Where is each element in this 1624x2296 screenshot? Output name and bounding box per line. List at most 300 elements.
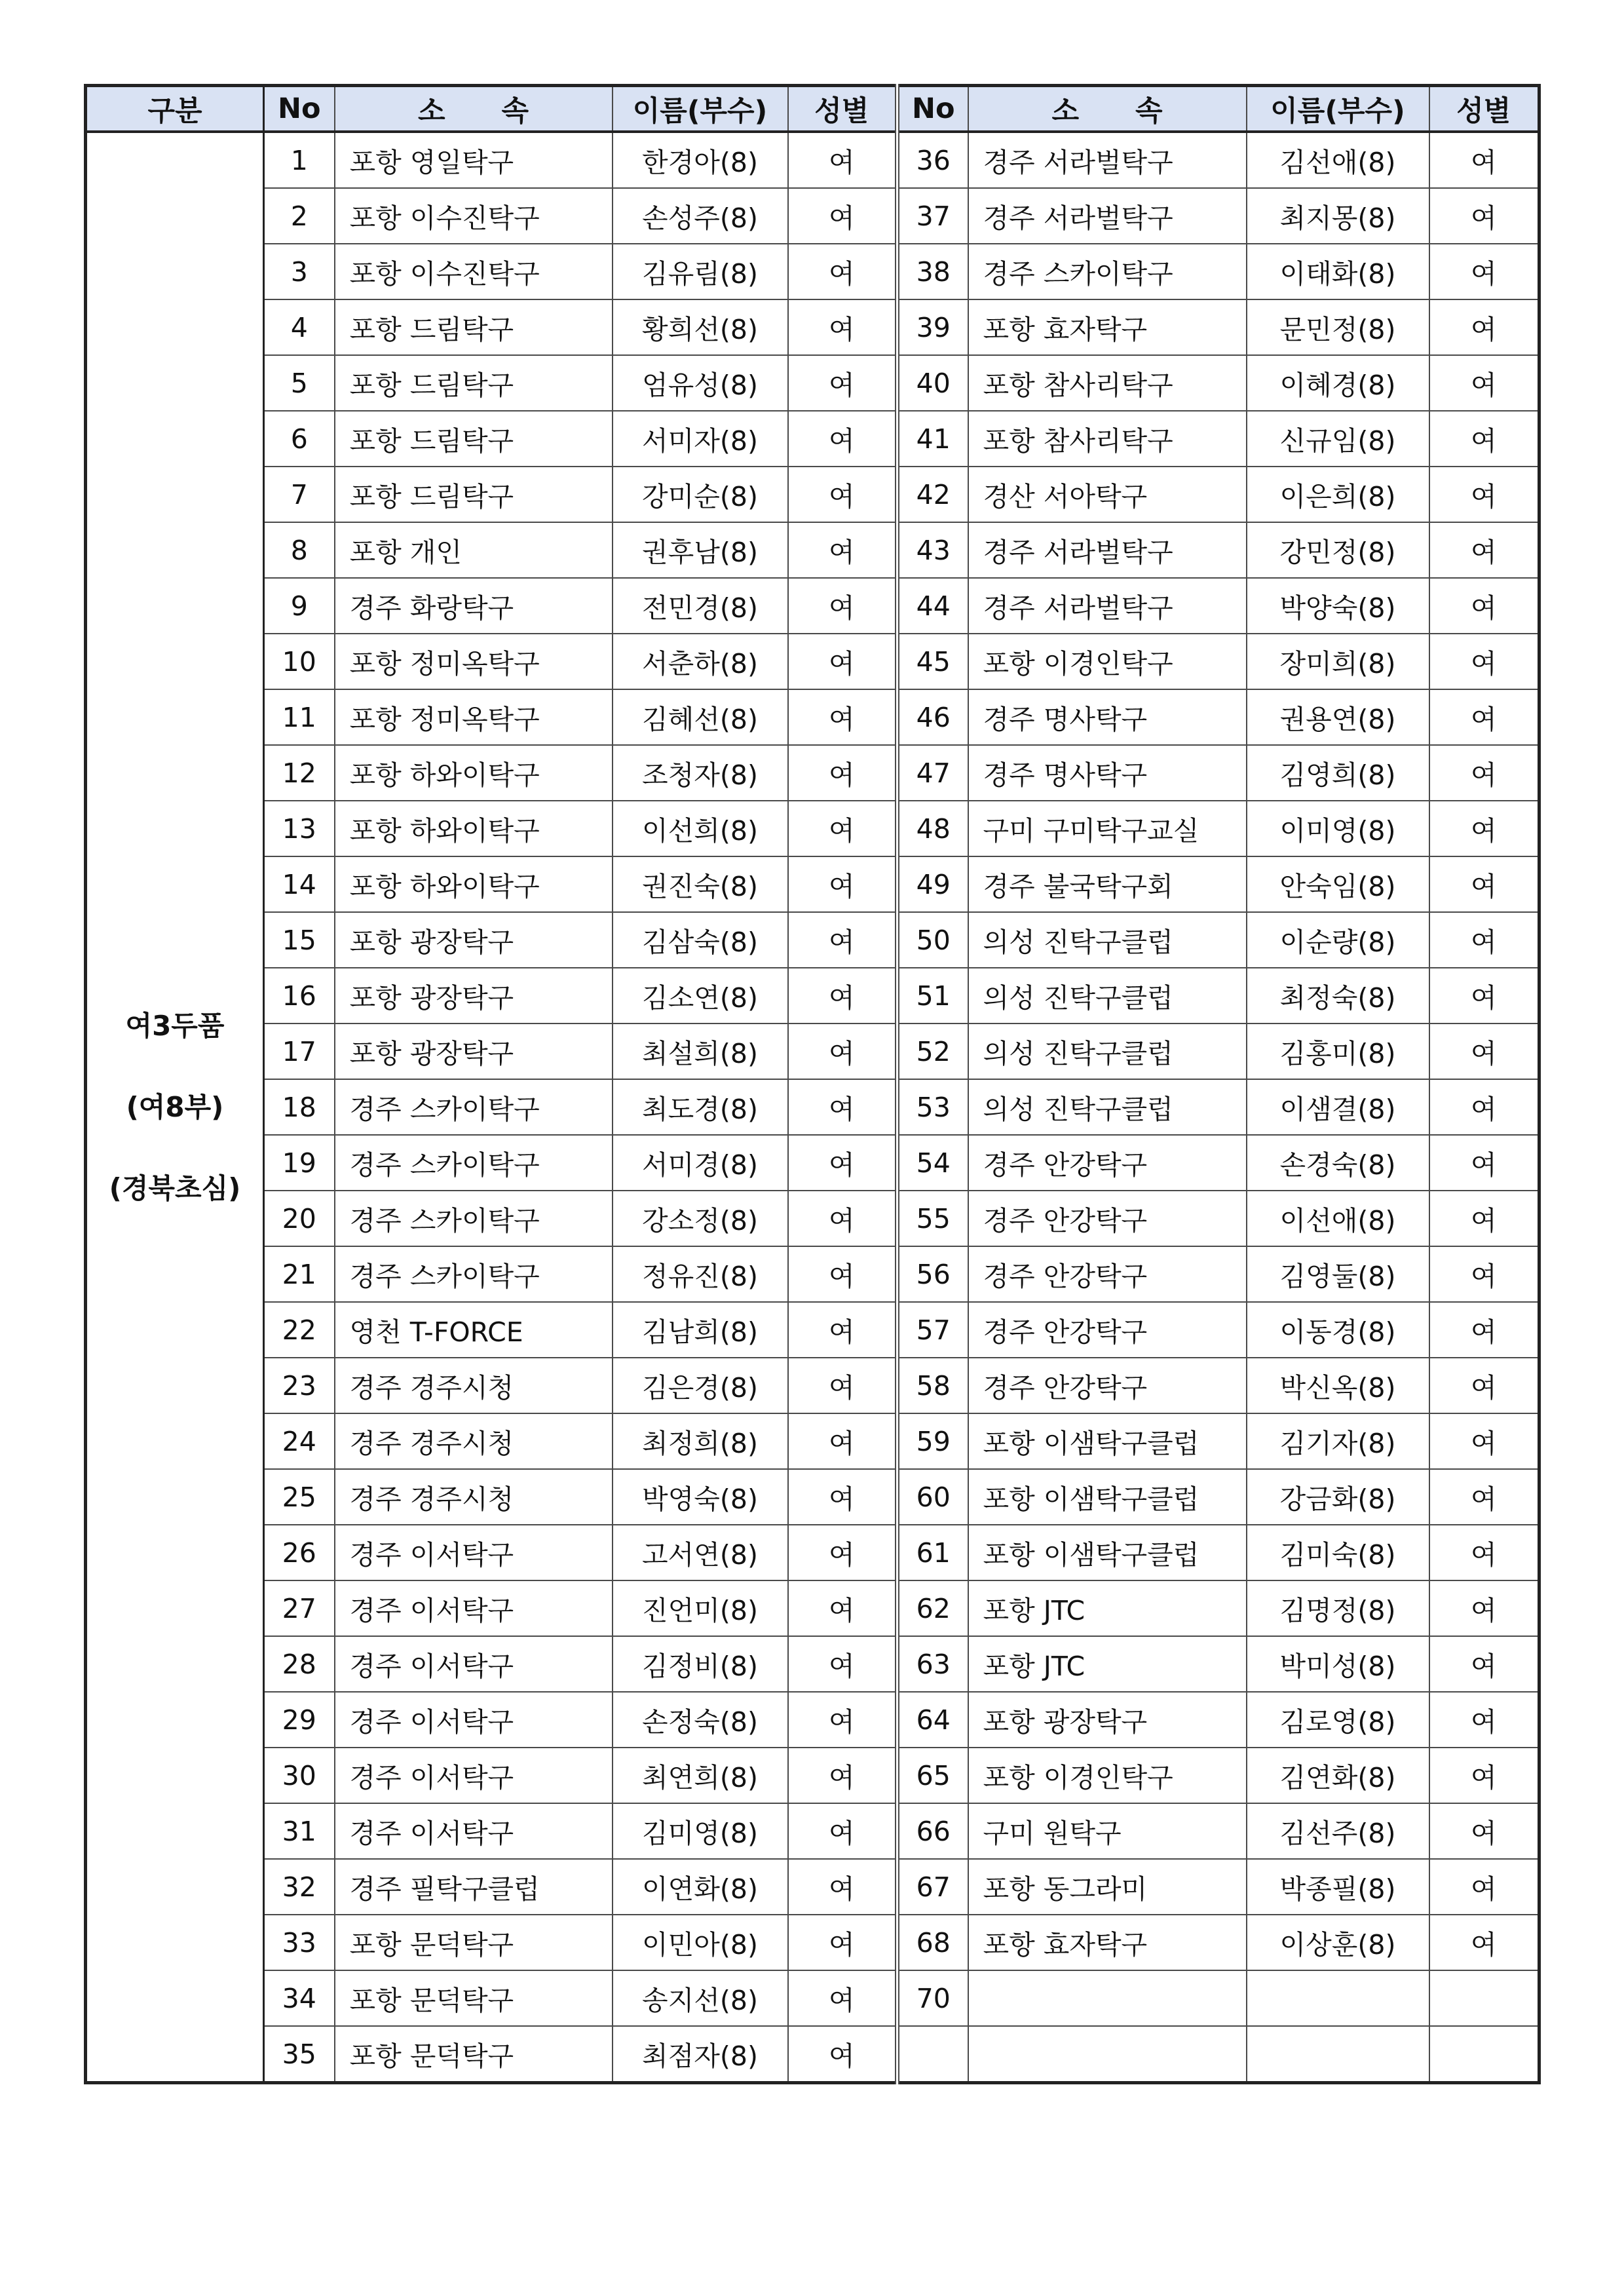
- table-row: [86, 1246, 1539, 1302]
- entry-no: 62: [897, 1580, 968, 1636]
- entry-affiliation: 경주 안강탁구: [968, 1246, 1247, 1302]
- entry-name: 김영둘(8): [1247, 1246, 1429, 1302]
- header-affiliation-left: 소 속: [335, 86, 613, 132]
- entry-no: 29: [264, 1692, 335, 1748]
- table-body: [86, 132, 1539, 2083]
- table-row: [86, 801, 1539, 856]
- entry-name: 김혜선(8): [613, 689, 788, 745]
- entry-name: 김미영(8): [613, 1803, 788, 1859]
- entry-affiliation: 포항 광장탁구: [968, 1692, 1247, 1748]
- header-name-left: 이름(부수): [613, 86, 788, 132]
- entry-no: 20: [264, 1191, 335, 1246]
- entry-no: 54: [897, 1135, 968, 1191]
- entry-name: 서미자(8): [613, 411, 788, 467]
- entry-affiliation: 의성 진탁구클럽: [968, 912, 1247, 968]
- header-no-left: No: [264, 86, 335, 132]
- entry-name: 김선주(8): [1247, 1803, 1429, 1859]
- entry-name: 강금화(8): [1247, 1469, 1429, 1525]
- entry-affiliation: 포항 하와이탁구: [335, 801, 613, 856]
- entry-gender: 여: [1429, 968, 1539, 1024]
- entry-affiliation: 포항 정미옥탁구: [335, 689, 613, 745]
- entry-name: 강민정(8): [1247, 522, 1429, 578]
- entry-gender: 여: [788, 1803, 897, 1859]
- table-row: [86, 522, 1539, 578]
- entry-gender: 여: [1429, 1525, 1539, 1580]
- entry-gender: 여: [1429, 132, 1539, 188]
- header-name-right: 이름(부수): [1247, 86, 1429, 132]
- entry-affiliation: 포항 드림탁구: [335, 411, 613, 467]
- table-row: [86, 856, 1539, 912]
- entry-name: 이샘결(8): [1247, 1079, 1429, 1135]
- entry-no: 35: [264, 2026, 335, 2083]
- entry-gender: 여: [788, 1135, 897, 1191]
- table-row: [86, 188, 1539, 244]
- entry-gender: 여: [1429, 1636, 1539, 1692]
- entry-no: 10: [264, 634, 335, 689]
- entry-gender: 여: [1429, 188, 1539, 244]
- entry-affiliation: 경주 안강탁구: [968, 1191, 1247, 1246]
- entry-name: 김미숙(8): [1247, 1525, 1429, 1580]
- table-row: [86, 132, 1539, 188]
- table-row: [86, 1970, 1539, 2026]
- entry-gender: 여: [788, 411, 897, 467]
- table-row: [86, 968, 1539, 1024]
- table-row: [86, 467, 1539, 522]
- entry-name: 이태화(8): [1247, 244, 1429, 299]
- entry-affiliation: 포항 문덕탁구: [335, 2026, 613, 2083]
- entry-affiliation: 포항 정미옥탁구: [335, 634, 613, 689]
- entry-name: 진언미(8): [613, 1580, 788, 1636]
- entry-affiliation: 포항 광장탁구: [335, 912, 613, 968]
- entry-gender: 여: [1429, 1803, 1539, 1859]
- entry-gender: 여: [788, 244, 897, 299]
- entry-no: 64: [897, 1692, 968, 1748]
- entry-name: 최점자(8): [613, 2026, 788, 2083]
- entry-gender: 여: [1429, 745, 1539, 801]
- header-category: 구분: [86, 86, 264, 132]
- entry-gender: 여: [1429, 1413, 1539, 1469]
- header-no-right: No: [897, 86, 968, 132]
- entry-name: 김남희(8): [613, 1302, 788, 1358]
- table-row: [86, 244, 1539, 299]
- entry-gender: [1429, 2026, 1539, 2083]
- entry-name: 정유진(8): [613, 1246, 788, 1302]
- entry-name: 손정숙(8): [613, 1692, 788, 1748]
- entry-name: 문민정(8): [1247, 299, 1429, 355]
- entry-name: 최지몽(8): [1247, 188, 1429, 244]
- entry-gender: 여: [1429, 467, 1539, 522]
- entry-affiliation: 포항 참사리탁구: [968, 411, 1247, 467]
- entry-gender: 여: [1429, 1748, 1539, 1803]
- entry-affiliation: 포항 광장탁구: [335, 1024, 613, 1079]
- entry-no: 15: [264, 912, 335, 968]
- entry-name: 이민아(8): [613, 1915, 788, 1970]
- entry-no: 9: [264, 578, 335, 634]
- entry-affiliation: 경주 안강탁구: [968, 1135, 1247, 1191]
- category-cell: [86, 132, 264, 2083]
- category-label-line1: 여3두품: [125, 1009, 225, 1042]
- entry-no: 70: [897, 1970, 968, 2026]
- entry-no: 60: [897, 1469, 968, 1525]
- entry-affiliation: 경주 필탁구클럽: [335, 1859, 613, 1915]
- entry-name: 엄유성(8): [613, 355, 788, 411]
- entry-no: 7: [264, 467, 335, 522]
- entry-no: 1: [264, 132, 335, 188]
- entry-name: 이혜경(8): [1247, 355, 1429, 411]
- entry-affiliation: 경주 서라벌탁구: [968, 522, 1247, 578]
- table-row: [86, 1748, 1539, 1803]
- entry-name: 김유림(8): [613, 244, 788, 299]
- entry-affiliation: 포항 드림탁구: [335, 355, 613, 411]
- entry-no: 38: [897, 244, 968, 299]
- entry-no: 21: [264, 1246, 335, 1302]
- entry-gender: 여: [1429, 299, 1539, 355]
- entry-affiliation: 경주 이서탁구: [335, 1748, 613, 1803]
- header-row: [86, 86, 1539, 132]
- entry-name: 박미성(8): [1247, 1636, 1429, 1692]
- player-roster-table: [84, 84, 1541, 2084]
- table-row: [86, 912, 1539, 968]
- entry-gender: 여: [788, 188, 897, 244]
- entry-affiliation: 포항 드림탁구: [335, 467, 613, 522]
- entry-affiliation: 영천 T-FORCE: [335, 1302, 613, 1358]
- entry-affiliation: 경주 명사탁구: [968, 689, 1247, 745]
- entry-gender: 여: [788, 745, 897, 801]
- entry-no: 55: [897, 1191, 968, 1246]
- entry-name: 손성주(8): [613, 188, 788, 244]
- entry-no: 61: [897, 1525, 968, 1580]
- entry-name: 이선애(8): [1247, 1191, 1429, 1246]
- table-row: [86, 1191, 1539, 1246]
- entry-affiliation: 포항 JTC: [968, 1580, 1247, 1636]
- entry-name: 권용연(8): [1247, 689, 1429, 745]
- table-row: [86, 578, 1539, 634]
- table-row: [86, 689, 1539, 745]
- entry-no: 19: [264, 1135, 335, 1191]
- entry-no: 42: [897, 467, 968, 522]
- entry-name: 이선희(8): [613, 801, 788, 856]
- entry-name: 김소연(8): [613, 968, 788, 1024]
- entry-name: 신규임(8): [1247, 411, 1429, 467]
- entry-affiliation: 경주 명사탁구: [968, 745, 1247, 801]
- entry-gender: 여: [788, 1915, 897, 1970]
- entry-name: 최연희(8): [613, 1748, 788, 1803]
- entry-affiliation: 경주 경주시청: [335, 1358, 613, 1413]
- entry-affiliation: 의성 진탁구클럽: [968, 968, 1247, 1024]
- entry-name: 최정희(8): [613, 1413, 788, 1469]
- entry-gender: 여: [788, 2026, 897, 2083]
- entry-no: 57: [897, 1302, 968, 1358]
- entry-name: 권진숙(8): [613, 856, 788, 912]
- entry-gender: 여: [788, 1413, 897, 1469]
- entry-affiliation: 포항 문덕탁구: [335, 1915, 613, 1970]
- entry-affiliation: [968, 1970, 1247, 2026]
- entry-affiliation: 포항 JTC: [968, 1636, 1247, 1692]
- entry-affiliation: 경주 서라벌탁구: [968, 132, 1247, 188]
- entry-name: 김정비(8): [613, 1636, 788, 1692]
- entry-name: 박종필(8): [1247, 1859, 1429, 1915]
- entry-gender: 여: [1429, 1246, 1539, 1302]
- entry-affiliation: 경주 불국탁구회: [968, 856, 1247, 912]
- entry-gender: 여: [1429, 1302, 1539, 1358]
- entry-name: 최도경(8): [613, 1079, 788, 1135]
- entry-no: 65: [897, 1748, 968, 1803]
- entry-affiliation: 경주 스카이탁구: [335, 1135, 613, 1191]
- entry-gender: [1429, 1970, 1539, 2026]
- entry-name: 김기자(8): [1247, 1413, 1429, 1469]
- entry-no: 25: [264, 1469, 335, 1525]
- entry-name: 전민경(8): [613, 578, 788, 634]
- entry-no: 37: [897, 188, 968, 244]
- entry-no: 41: [897, 411, 968, 467]
- entry-no: 12: [264, 745, 335, 801]
- entry-name: 김선애(8): [1247, 132, 1429, 188]
- entry-no: 33: [264, 1915, 335, 1970]
- entry-no: 50: [897, 912, 968, 968]
- entry-gender: 여: [1429, 856, 1539, 912]
- entry-gender: 여: [788, 801, 897, 856]
- entry-gender: 여: [788, 1246, 897, 1302]
- entry-no: 32: [264, 1859, 335, 1915]
- entry-name: [1247, 2026, 1429, 2083]
- entry-no: 63: [897, 1636, 968, 1692]
- entry-no: 51: [897, 968, 968, 1024]
- entry-affiliation: 경산 서아탁구: [968, 467, 1247, 522]
- entry-no: 13: [264, 801, 335, 856]
- entry-affiliation: 경주 이서탁구: [335, 1525, 613, 1580]
- entry-name: 한경아(8): [613, 132, 788, 188]
- entry-no: 22: [264, 1302, 335, 1358]
- entry-affiliation: 경주 안강탁구: [968, 1358, 1247, 1413]
- entry-name: 최정숙(8): [1247, 968, 1429, 1024]
- entry-affiliation: 포항 이샘탁구클럽: [968, 1525, 1247, 1580]
- table-row: [86, 1024, 1539, 1079]
- entry-affiliation: 포항 이샘탁구클럽: [968, 1469, 1247, 1525]
- entry-name: 이미영(8): [1247, 801, 1429, 856]
- entry-no: 56: [897, 1246, 968, 1302]
- entry-no: 28: [264, 1636, 335, 1692]
- entry-affiliation: 포항 광장탁구: [335, 968, 613, 1024]
- entry-affiliation: 경주 이서탁구: [335, 1803, 613, 1859]
- entry-name: [1247, 1970, 1429, 2026]
- entry-gender: 여: [1429, 1469, 1539, 1525]
- table-row: [86, 745, 1539, 801]
- entry-gender: 여: [1429, 244, 1539, 299]
- entry-name: 박양숙(8): [1247, 578, 1429, 634]
- category-label-line2: (여8부): [126, 1090, 224, 1123]
- entry-no: 27: [264, 1580, 335, 1636]
- entry-gender: 여: [788, 467, 897, 522]
- entry-affiliation: 포항 동그라미: [968, 1859, 1247, 1915]
- table-row: [86, 1859, 1539, 1915]
- entry-affiliation: 경주 스카이탁구: [335, 1191, 613, 1246]
- entry-no: 45: [897, 634, 968, 689]
- entry-name: 권후남(8): [613, 522, 788, 578]
- entry-no: 46: [897, 689, 968, 745]
- header-gender-right: 성별: [1429, 86, 1539, 132]
- entry-name: 김은경(8): [613, 1358, 788, 1413]
- entry-affiliation: 포항 하와이탁구: [335, 745, 613, 801]
- entry-gender: 여: [1429, 1079, 1539, 1135]
- entry-no: 36: [897, 132, 968, 188]
- entry-affiliation: 포항 문덕탁구: [335, 1970, 613, 2026]
- entry-affiliation: 경주 스카이탁구: [335, 1246, 613, 1302]
- entry-gender: 여: [788, 1859, 897, 1915]
- entry-affiliation: 포항 드림탁구: [335, 299, 613, 355]
- entry-name: 강소정(8): [613, 1191, 788, 1246]
- entry-name: 박영숙(8): [613, 1469, 788, 1525]
- entry-no: 16: [264, 968, 335, 1024]
- entry-no: 68: [897, 1915, 968, 1970]
- table-row: [86, 1580, 1539, 1636]
- entry-gender: 여: [788, 1024, 897, 1079]
- entry-name: 김명정(8): [1247, 1580, 1429, 1636]
- entry-no: 39: [897, 299, 968, 355]
- entry-affiliation: 포항 이샘탁구클럽: [968, 1413, 1247, 1469]
- entry-gender: 여: [788, 1580, 897, 1636]
- entry-gender: 여: [788, 689, 897, 745]
- entry-gender: 여: [1429, 1024, 1539, 1079]
- entry-no: 2: [264, 188, 335, 244]
- table-row: [86, 1135, 1539, 1191]
- entry-gender: 여: [1429, 1191, 1539, 1246]
- entry-affiliation: 의성 진탁구클럽: [968, 1079, 1247, 1135]
- entry-name: 황희선(8): [613, 299, 788, 355]
- entry-no: 4: [264, 299, 335, 355]
- table-row: [86, 2026, 1539, 2083]
- entry-no: 18: [264, 1079, 335, 1135]
- entry-affiliation: 포항 이경인탁구: [968, 1748, 1247, 1803]
- entry-gender: 여: [1429, 912, 1539, 968]
- entry-no: 43: [897, 522, 968, 578]
- entry-affiliation: 포항 개인: [335, 522, 613, 578]
- entry-affiliation: 포항 참사리탁구: [968, 355, 1247, 411]
- table-row: [86, 1636, 1539, 1692]
- entry-no: 40: [897, 355, 968, 411]
- header-gender-left: 성별: [788, 86, 897, 132]
- entry-no: 23: [264, 1358, 335, 1413]
- entry-gender: 여: [1429, 578, 1539, 634]
- entry-affiliation: 경주 안강탁구: [968, 1302, 1247, 1358]
- entry-name: 김영희(8): [1247, 745, 1429, 801]
- entry-name: 이동경(8): [1247, 1302, 1429, 1358]
- entry-no: 59: [897, 1413, 968, 1469]
- entry-name: 이은희(8): [1247, 467, 1429, 522]
- entry-affiliation: 포항 효자탁구: [968, 1915, 1247, 1970]
- entry-gender: 여: [1429, 1915, 1539, 1970]
- entry-name: 김삼숙(8): [613, 912, 788, 968]
- entry-affiliation: 경주 이서탁구: [335, 1580, 613, 1636]
- entry-gender: 여: [788, 1748, 897, 1803]
- entry-name: 손경숙(8): [1247, 1135, 1429, 1191]
- entry-affiliation: 포항 이수진탁구: [335, 244, 613, 299]
- table-row: [86, 1915, 1539, 1970]
- entry-no: 52: [897, 1024, 968, 1079]
- entry-gender: 여: [788, 1525, 897, 1580]
- entry-gender: 여: [788, 1191, 897, 1246]
- entry-gender: 여: [1429, 355, 1539, 411]
- entry-no: 14: [264, 856, 335, 912]
- entry-gender: 여: [788, 968, 897, 1024]
- entry-name: 김홍미(8): [1247, 1024, 1429, 1079]
- entry-affiliation: 의성 진탁구클럽: [968, 1024, 1247, 1079]
- entry-gender: 여: [788, 132, 897, 188]
- entry-gender: 여: [788, 355, 897, 411]
- entry-affiliation: 경주 서라벌탁구: [968, 578, 1247, 634]
- entry-name: 김로영(8): [1247, 1692, 1429, 1748]
- header-affiliation-right: 소 속: [968, 86, 1247, 132]
- entry-no: 34: [264, 1970, 335, 2026]
- entry-no: 31: [264, 1803, 335, 1859]
- entry-name: 서미경(8): [613, 1135, 788, 1191]
- entry-no: 11: [264, 689, 335, 745]
- entry-affiliation: 경주 화랑탁구: [335, 578, 613, 634]
- entry-gender: 여: [1429, 522, 1539, 578]
- entry-name: 강미순(8): [613, 467, 788, 522]
- entry-name: 김연화(8): [1247, 1748, 1429, 1803]
- entry-affiliation: 포항 이수진탁구: [335, 188, 613, 244]
- entry-affiliation: 구미 구미탁구교실: [968, 801, 1247, 856]
- entry-gender: 여: [788, 1358, 897, 1413]
- entry-no: 48: [897, 801, 968, 856]
- entry-gender: 여: [788, 634, 897, 689]
- table-row: [86, 355, 1539, 411]
- entry-gender: 여: [788, 1636, 897, 1692]
- entry-gender: 여: [788, 912, 897, 968]
- entry-affiliation: [968, 2026, 1247, 2083]
- entry-no: 44: [897, 578, 968, 634]
- entry-no: 30: [264, 1748, 335, 1803]
- table-row: [86, 1302, 1539, 1358]
- entry-name: 송지선(8): [613, 1970, 788, 2026]
- entry-gender: 여: [788, 1469, 897, 1525]
- entry-affiliation: 경주 경주시청: [335, 1413, 613, 1469]
- entry-no: 3: [264, 244, 335, 299]
- entry-affiliation: 경주 경주시청: [335, 1469, 613, 1525]
- entry-no: 6: [264, 411, 335, 467]
- entry-name: 이순량(8): [1247, 912, 1429, 968]
- entry-affiliation: 경주 이서탁구: [335, 1692, 613, 1748]
- entry-gender: 여: [788, 299, 897, 355]
- entry-gender: 여: [1429, 1135, 1539, 1191]
- table-row: [86, 1525, 1539, 1580]
- table-row: [86, 634, 1539, 689]
- entry-no: 47: [897, 745, 968, 801]
- entry-name: 이연화(8): [613, 1859, 788, 1915]
- entry-affiliation: 포항 효자탁구: [968, 299, 1247, 355]
- table-row: [86, 1358, 1539, 1413]
- table-row: [86, 1079, 1539, 1135]
- entry-no: 5: [264, 355, 335, 411]
- table-row: [86, 299, 1539, 355]
- entry-no: 66: [897, 1803, 968, 1859]
- entry-gender: 여: [788, 578, 897, 634]
- entry-affiliation: 경주 스카이탁구: [968, 244, 1247, 299]
- entry-name: 이상훈(8): [1247, 1915, 1429, 1970]
- table-row: [86, 1413, 1539, 1469]
- entry-name: 최설희(8): [613, 1024, 788, 1079]
- entry-name: 서춘하(8): [613, 634, 788, 689]
- entry-gender: 여: [1429, 411, 1539, 467]
- entry-name: 안숙임(8): [1247, 856, 1429, 912]
- entry-no: 58: [897, 1358, 968, 1413]
- entry-name: 장미희(8): [1247, 634, 1429, 689]
- entry-no: 8: [264, 522, 335, 578]
- entry-gender: 여: [1429, 634, 1539, 689]
- table-row: [86, 1469, 1539, 1525]
- entry-gender: 여: [788, 1302, 897, 1358]
- entry-gender: 여: [788, 1970, 897, 2026]
